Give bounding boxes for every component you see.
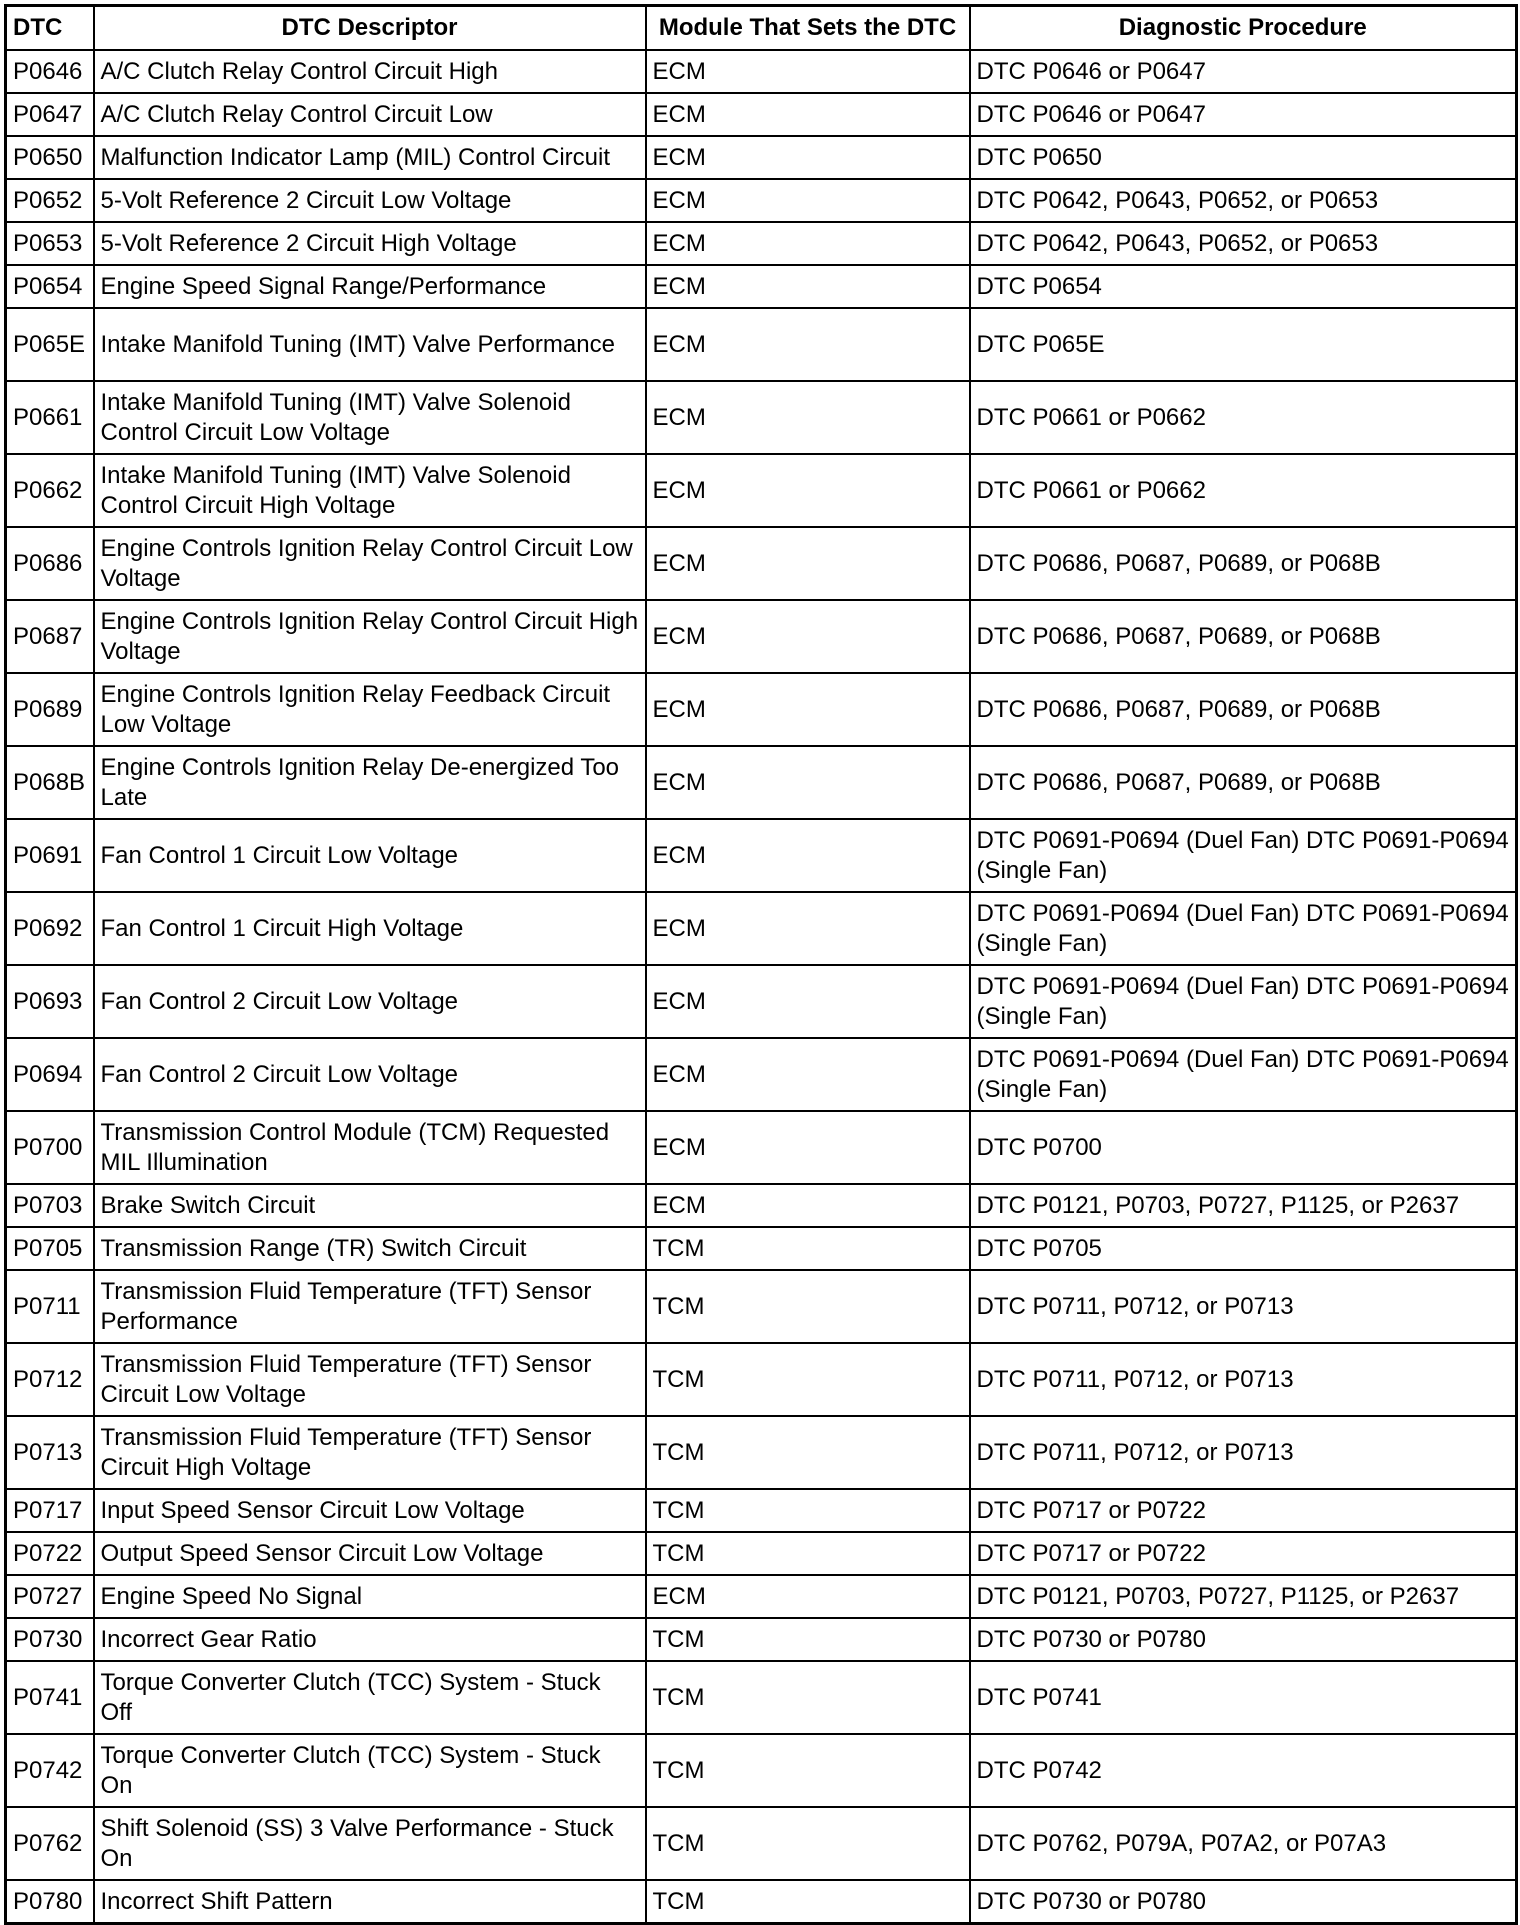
module-cell: ECM [646, 600, 970, 673]
dtc-code-cell: P0705 [6, 1227, 94, 1270]
dtc-code-cell: P0653 [6, 222, 94, 265]
dtc-descriptor-cell: Transmission Fluid Temperature (TFT) Sensor Circuit Low Voltage [94, 1343, 646, 1416]
dtc-code-cell: P0762 [6, 1807, 94, 1880]
table-body [6, 50, 1517, 1924]
module-cell: ECM [646, 1038, 970, 1111]
dtc-code-cell: P068B [6, 746, 94, 819]
dtc-code-cell: P0694 [6, 1038, 94, 1111]
table-row [6, 965, 1517, 1038]
diagnostic-procedure-cell: DTC P0646 or P0647 [970, 50, 1517, 93]
module-cell: ECM [646, 527, 970, 600]
table-row [6, 1111, 1517, 1184]
dtc-document [4, 4, 1515, 1925]
dtc-descriptor-cell: Fan Control 2 Circuit Low Voltage [94, 1038, 646, 1111]
dtc-code-cell: P0711 [6, 1270, 94, 1343]
dtc-descriptor-cell: Torque Converter Clutch (TCC) System - Stuck On [94, 1734, 646, 1807]
module-cell: TCM [646, 1661, 970, 1734]
table-row [6, 1618, 1517, 1661]
module-cell: ECM [646, 892, 970, 965]
dtc-descriptor-cell: Transmission Range (TR) Switch Circuit [94, 1227, 646, 1270]
diagnostic-procedure-cell: DTC P0742 [970, 1734, 1517, 1807]
module-cell: ECM [646, 1575, 970, 1618]
table-header [6, 6, 1517, 51]
dtc-code-cell: P0652 [6, 179, 94, 222]
module-cell: TCM [646, 1532, 970, 1575]
module-cell: ECM [646, 136, 970, 179]
dtc-descriptor-cell: Fan Control 1 Circuit Low Voltage [94, 819, 646, 892]
dtc-descriptor-cell: Shift Solenoid (SS) 3 Valve Performance - Stuck On [94, 1807, 646, 1880]
header-dtc: DTC [6, 6, 94, 51]
table-row [6, 93, 1517, 136]
dtc-descriptor-cell: Intake Manifold Tuning (IMT) Valve Solenoid Control Circuit Low Voltage [94, 381, 646, 454]
dtc-descriptor-cell: 5-Volt Reference 2 Circuit Low Voltage [94, 179, 646, 222]
diagnostic-procedure-cell: DTC P0717 or P0722 [970, 1532, 1517, 1575]
diagnostic-procedure-cell: DTC P0650 [970, 136, 1517, 179]
module-cell: ECM [646, 965, 970, 1038]
diagnostic-procedure-cell: DTC P0700 [970, 1111, 1517, 1184]
module-cell: TCM [646, 1416, 970, 1489]
table-row [6, 308, 1517, 381]
table-row [6, 1184, 1517, 1227]
table-row [6, 1489, 1517, 1532]
dtc-descriptor-cell: Engine Controls Ignition Relay Feedback Circuit Low Voltage [94, 673, 646, 746]
module-cell: TCM [646, 1734, 970, 1807]
module-cell: ECM [646, 673, 970, 746]
dtc-code-cell: P0741 [6, 1661, 94, 1734]
dtc-descriptor-cell: Engine Speed No Signal [94, 1575, 646, 1618]
diagnostic-procedure-cell: DTC P0730 or P0780 [970, 1880, 1517, 1924]
diagnostic-procedure-cell: DTC P0691-P0694 (Duel Fan) DTC P0691-P0694 (Single Fan) [970, 1038, 1517, 1111]
dtc-code-cell: P0730 [6, 1618, 94, 1661]
module-cell: TCM [646, 1807, 970, 1880]
dtc-descriptor-cell: Incorrect Gear Ratio [94, 1618, 646, 1661]
diagnostic-procedure-cell: DTC P0121, P0703, P0727, P1125, or P2637 [970, 1575, 1517, 1618]
module-cell: ECM [646, 265, 970, 308]
table-row [6, 1416, 1517, 1489]
dtc-descriptor-cell: Malfunction Indicator Lamp (MIL) Control Circuit [94, 136, 646, 179]
table-row [6, 673, 1517, 746]
dtc-code-cell: P0650 [6, 136, 94, 179]
table-row [6, 1343, 1517, 1416]
dtc-descriptor-cell: Engine Speed Signal Range/Performance [94, 265, 646, 308]
dtc-descriptor-cell: Torque Converter Clutch (TCC) System - Stuck Off [94, 1661, 646, 1734]
dtc-descriptor-cell: Transmission Fluid Temperature (TFT) Sensor Circuit High Voltage [94, 1416, 646, 1489]
table-row [6, 381, 1517, 454]
dtc-code-cell: P0717 [6, 1489, 94, 1532]
dtc-code-cell: P0742 [6, 1734, 94, 1807]
diagnostic-procedure-cell: DTC P0661 or P0662 [970, 454, 1517, 527]
dtc-descriptor-cell: Output Speed Sensor Circuit Low Voltage [94, 1532, 646, 1575]
dtc-code-cell: P0646 [6, 50, 94, 93]
table-row [6, 50, 1517, 93]
module-cell: TCM [646, 1227, 970, 1270]
module-cell: ECM [646, 93, 970, 136]
module-cell: ECM [646, 381, 970, 454]
module-cell: ECM [646, 222, 970, 265]
dtc-code-cell: P0700 [6, 1111, 94, 1184]
diagnostic-procedure-cell: DTC P0711, P0712, or P0713 [970, 1270, 1517, 1343]
table-row [6, 1734, 1517, 1807]
dtc-descriptor-cell: Engine Controls Ignition Relay Control Circuit Low Voltage [94, 527, 646, 600]
diagnostic-procedure-cell: DTC P0705 [970, 1227, 1517, 1270]
module-cell: ECM [646, 1111, 970, 1184]
table-row [6, 892, 1517, 965]
dtc-descriptor-cell: A/C Clutch Relay Control Circuit High [94, 50, 646, 93]
diagnostic-procedure-cell: DTC P0646 or P0647 [970, 93, 1517, 136]
module-cell: TCM [646, 1270, 970, 1343]
dtc-descriptor-cell: Intake Manifold Tuning (IMT) Valve Performance [94, 308, 646, 381]
module-cell: TCM [646, 1489, 970, 1532]
dtc-code-cell: P0661 [6, 381, 94, 454]
table-row [6, 136, 1517, 179]
dtc-descriptor-cell: Engine Controls Ignition Relay Control Circuit High Voltage [94, 600, 646, 673]
dtc-descriptor-cell: Fan Control 1 Circuit High Voltage [94, 892, 646, 965]
module-cell: TCM [646, 1618, 970, 1661]
diagnostic-procedure-cell: DTC P0691-P0694 (Duel Fan) DTC P0691-P0694 (Single Fan) [970, 819, 1517, 892]
dtc-code-cell: P0727 [6, 1575, 94, 1618]
dtc-code-cell: P0662 [6, 454, 94, 527]
module-cell: ECM [646, 454, 970, 527]
table-row [6, 1038, 1517, 1111]
module-cell: ECM [646, 819, 970, 892]
dtc-descriptor-cell: Intake Manifold Tuning (IMT) Valve Solenoid Control Circuit High Voltage [94, 454, 646, 527]
dtc-descriptor-cell: Brake Switch Circuit [94, 1184, 646, 1227]
dtc-code-cell: P0654 [6, 265, 94, 308]
table-row [6, 600, 1517, 673]
diagnostic-procedure-cell: DTC P0717 or P0722 [970, 1489, 1517, 1532]
dtc-descriptor-cell: A/C Clutch Relay Control Circuit Low [94, 93, 646, 136]
table-row [6, 1661, 1517, 1734]
dtc-code-cell: P0712 [6, 1343, 94, 1416]
diagnostic-procedure-cell: DTC P0686, P0687, P0689, or P068B [970, 600, 1517, 673]
table-row [6, 1227, 1517, 1270]
dtc-descriptor-cell: Transmission Control Module (TCM) Requested MIL Illumination [94, 1111, 646, 1184]
module-cell: TCM [646, 1343, 970, 1416]
diagnostic-procedure-cell: DTC P065E [970, 308, 1517, 381]
module-cell: ECM [646, 179, 970, 222]
dtc-descriptor-cell: Transmission Fluid Temperature (TFT) Sensor Performance [94, 1270, 646, 1343]
module-cell: ECM [646, 308, 970, 381]
diagnostic-procedure-cell: DTC P0762, P079A, P07A2, or P07A3 [970, 1807, 1517, 1880]
dtc-code-cell: P0722 [6, 1532, 94, 1575]
diagnostic-procedure-cell: DTC P0642, P0643, P0652, or P0653 [970, 179, 1517, 222]
module-cell: ECM [646, 1184, 970, 1227]
dtc-code-cell: P065E [6, 308, 94, 381]
table-row [6, 527, 1517, 600]
dtc-code-cell: P0687 [6, 600, 94, 673]
diagnostic-procedure-cell: DTC P0121, P0703, P0727, P1125, or P2637 [970, 1184, 1517, 1227]
dtc-descriptor-cell: Incorrect Shift Pattern [94, 1880, 646, 1924]
module-cell: TCM [646, 1880, 970, 1924]
dtc-code-cell: P0691 [6, 819, 94, 892]
dtc-table [4, 4, 1518, 1925]
module-cell: ECM [646, 50, 970, 93]
diagnostic-procedure-cell: DTC P0711, P0712, or P0713 [970, 1416, 1517, 1489]
header-descriptor: DTC Descriptor [94, 6, 646, 51]
dtc-code-cell: P0703 [6, 1184, 94, 1227]
table-row [6, 179, 1517, 222]
table-row [6, 819, 1517, 892]
dtc-descriptor-cell: Fan Control 2 Circuit Low Voltage [94, 965, 646, 1038]
table-row [6, 746, 1517, 819]
diagnostic-procedure-cell: DTC P0661 or P0662 [970, 381, 1517, 454]
table-row [6, 454, 1517, 527]
dtc-code-cell: P0689 [6, 673, 94, 746]
module-cell: ECM [646, 746, 970, 819]
diagnostic-procedure-cell: DTC P0730 or P0780 [970, 1618, 1517, 1661]
diagnostic-procedure-cell: DTC P0741 [970, 1661, 1517, 1734]
table-row [6, 222, 1517, 265]
diagnostic-procedure-cell: DTC P0642, P0643, P0652, or P0653 [970, 222, 1517, 265]
diagnostic-procedure-cell: DTC P0691-P0694 (Duel Fan) DTC P0691-P0694 (Single Fan) [970, 965, 1517, 1038]
dtc-code-cell: P0693 [6, 965, 94, 1038]
dtc-descriptor-cell: Input Speed Sensor Circuit Low Voltage [94, 1489, 646, 1532]
diagnostic-procedure-cell: DTC P0654 [970, 265, 1517, 308]
table-row [6, 1270, 1517, 1343]
dtc-descriptor-cell: Engine Controls Ignition Relay De-energized Too Late [94, 746, 646, 819]
table-row [6, 1807, 1517, 1880]
dtc-code-cell: P0647 [6, 93, 94, 136]
dtc-code-cell: P0780 [6, 1880, 94, 1924]
table-row [6, 265, 1517, 308]
header-procedure: Diagnostic Procedure [970, 6, 1517, 51]
header-row [6, 6, 1517, 51]
dtc-descriptor-cell: 5-Volt Reference 2 Circuit High Voltage [94, 222, 646, 265]
diagnostic-procedure-cell: DTC P0686, P0687, P0689, or P068B [970, 746, 1517, 819]
diagnostic-procedure-cell: DTC P0686, P0687, P0689, or P068B [970, 527, 1517, 600]
diagnostic-procedure-cell: DTC P0691-P0694 (Duel Fan) DTC P0691-P0694 (Single Fan) [970, 892, 1517, 965]
table-row [6, 1880, 1517, 1924]
header-module: Module That Sets the DTC [646, 6, 970, 51]
dtc-code-cell: P0692 [6, 892, 94, 965]
dtc-code-cell: P0686 [6, 527, 94, 600]
table-row [6, 1575, 1517, 1618]
diagnostic-procedure-cell: DTC P0711, P0712, or P0713 [970, 1343, 1517, 1416]
dtc-code-cell: P0713 [6, 1416, 94, 1489]
table-row [6, 1532, 1517, 1575]
diagnostic-procedure-cell: DTC P0686, P0687, P0689, or P068B [970, 673, 1517, 746]
